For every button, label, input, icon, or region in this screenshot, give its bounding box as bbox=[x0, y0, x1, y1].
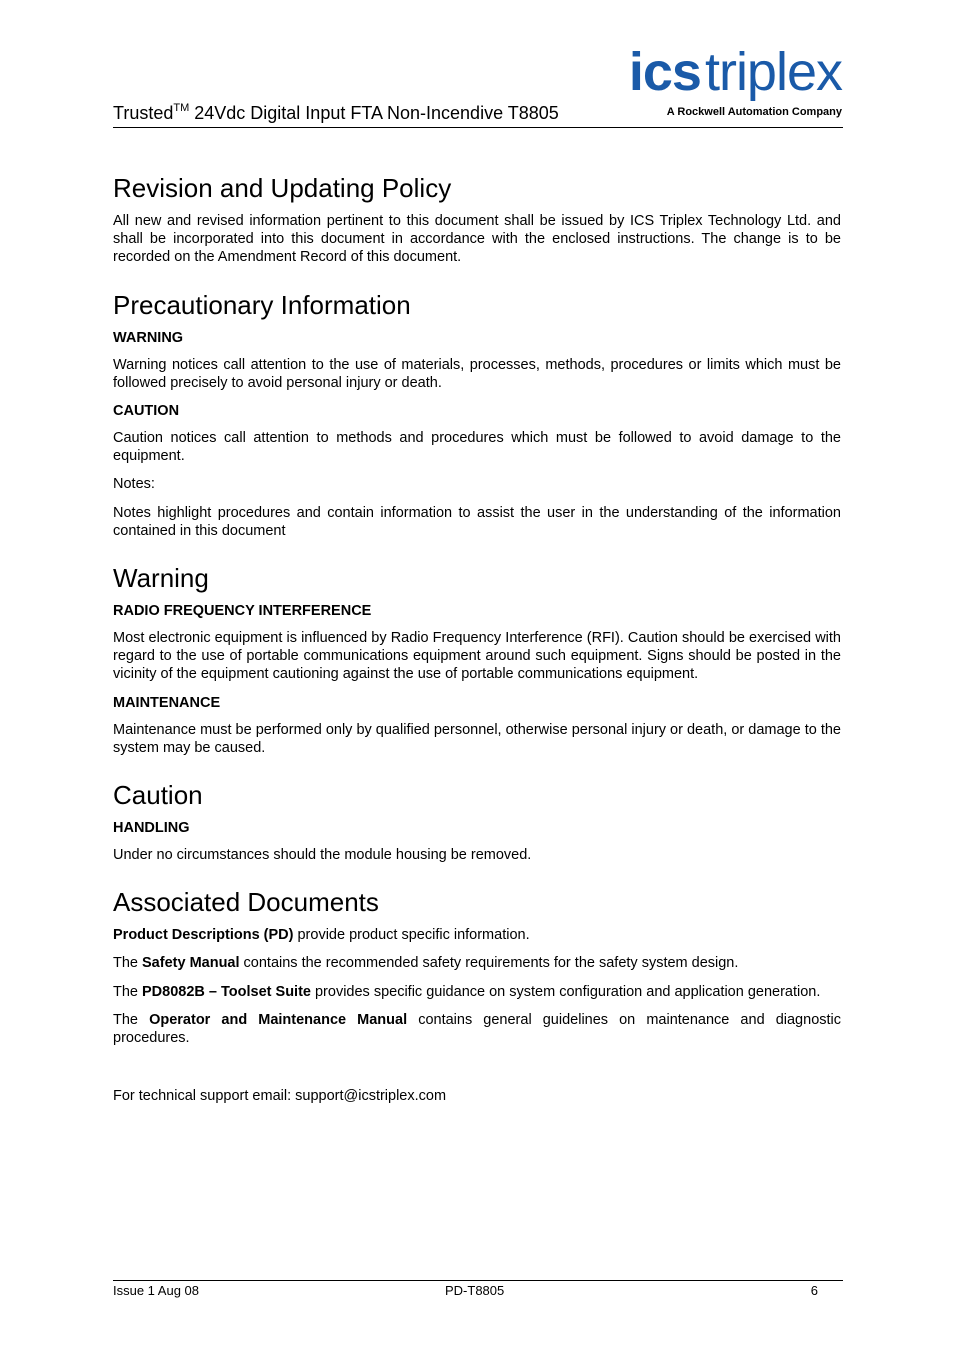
associated-documents-heading: Associated Documents bbox=[113, 887, 379, 918]
operator-manual-prefix: The bbox=[113, 1011, 150, 1028]
toolset-suite-prefix: The bbox=[113, 983, 143, 1000]
product-descriptions-paragraph bbox=[113, 926, 841, 944]
page-number: 6 bbox=[810, 1283, 818, 1298]
safety-manual-paragraph bbox=[113, 954, 841, 972]
caution-heading: Caution bbox=[113, 780, 203, 811]
caution-label: CAUTION bbox=[113, 403, 180, 420]
warning-section bbox=[113, 562, 841, 757]
page-header bbox=[113, 40, 842, 128]
rfi-body: Most electronic equipment is influenced by Radio Frequency Interference (RFI). Caution should be exercised with regard to the use of portable communications equipment around such equipment. Signs should be posted in the vicinity of the equipment cautioning against the use of portable communications equipment. bbox=[113, 630, 841, 683]
trademark-superscript: TM bbox=[173, 102, 190, 114]
title-suffix: 24Vdc Digital Input FTA Non-Incendive T8805 bbox=[189, 103, 559, 123]
revision-section bbox=[113, 172, 841, 267]
notes-label: Notes: bbox=[113, 476, 155, 493]
document-id: PD-T8805 bbox=[445, 1283, 505, 1298]
safety-manual-bold: Safety Manual bbox=[142, 955, 240, 972]
warning-label: WARNING bbox=[113, 329, 184, 346]
handling-body: Under no circumstances should the module housing be removed. bbox=[113, 847, 532, 864]
warning-heading: Warning bbox=[113, 563, 209, 594]
revision-heading: Revision and Updating Policy bbox=[113, 173, 452, 203]
logo-wordmark bbox=[629, 44, 842, 100]
operator-manual-text: contains general guidelines on maintenance and diagnostic procedures. bbox=[113, 1011, 842, 1047]
warning-notice-body: Warning notices call attention to the use of materials, processes, methods, procedures or limits which must be followed precisely to avoid personal injury or death. bbox=[113, 356, 841, 391]
logo-tagline: A Rockwell Automation Company bbox=[666, 106, 842, 118]
safety-manual-text: contains the recommended safety requirements for the safety system design. bbox=[239, 955, 739, 972]
revision-body: All new and revised information pertinent to this document shall be issued by ICS Triplex Technology Ltd. and shall be incorporated into this document in accordance with the enclosed instructions. The change is to be recorded on the Amendment Record of this document. bbox=[113, 213, 841, 266]
page-content bbox=[113, 172, 841, 1127]
toolset-suite-text: provides specific guidance on system configuration and application generation. bbox=[310, 983, 821, 1000]
operator-manual-bold: Operator and Maintenance Manual bbox=[149, 1011, 408, 1028]
maintenance-label: MAINTENANCE bbox=[113, 694, 221, 711]
title-prefix: Trusted bbox=[113, 103, 174, 123]
precautionary-section bbox=[113, 289, 841, 540]
rfi-label: RADIO FREQUENCY INTERFERENCE bbox=[113, 603, 372, 620]
toolset-suite-bold: PD8082B – Toolset Suite bbox=[142, 983, 311, 1000]
caution-notice-body: Caution notices call attention to methods and procedures which must be followed to avoid damage to the equipment. bbox=[113, 430, 841, 465]
product-descriptions-text: provide product specific information. bbox=[293, 927, 530, 944]
document-title bbox=[113, 102, 559, 124]
safety-manual-prefix: The bbox=[113, 955, 143, 972]
logo-triplex-text: triplex bbox=[704, 42, 842, 102]
associated-documents-section bbox=[113, 886, 841, 1105]
notes-body: Notes highlight procedures and contain information to assist the user in the understanding of the information contained in this document bbox=[113, 504, 841, 539]
handling-label: HANDLING bbox=[113, 820, 190, 837]
footer-divider bbox=[113, 1280, 843, 1281]
precautionary-heading: Precautionary Information bbox=[113, 289, 411, 320]
product-descriptions-bold: Product Descriptions (PD) bbox=[113, 927, 294, 944]
header-divider bbox=[113, 127, 843, 128]
toolset-suite-paragraph bbox=[113, 983, 841, 1001]
operator-manual-paragraph bbox=[113, 1011, 841, 1047]
logo-ics-text: ics bbox=[628, 42, 701, 102]
technical-support-line: For technical support email: support@icstriplex.com bbox=[113, 1088, 447, 1105]
issue-date: Issue 1 Aug 08 bbox=[113, 1283, 200, 1298]
caution-section bbox=[113, 779, 841, 864]
ics-triplex-logo bbox=[610, 44, 842, 124]
maintenance-body: Maintenance must be performed only by qualified personnel, otherwise personal injury or death, or damage to the system may be caused. bbox=[113, 721, 841, 756]
